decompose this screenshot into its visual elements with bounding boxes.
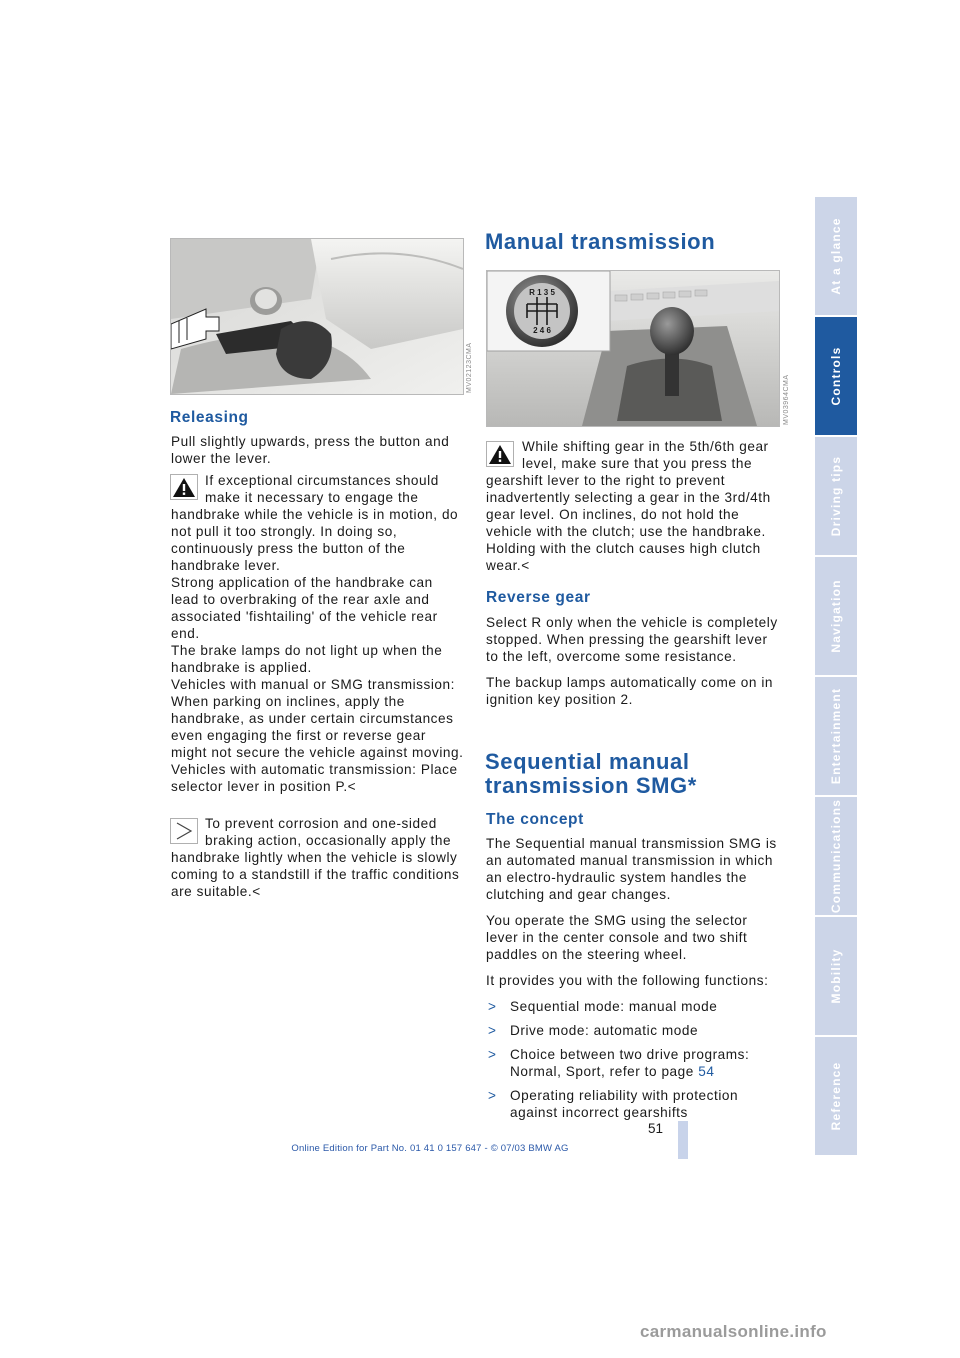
gearshift-illustration [487, 271, 779, 426]
chapter-tabs [815, 197, 857, 1157]
handbrake-illustration [171, 239, 463, 394]
releasing-heading: Releasing [170, 409, 249, 426]
list-item: > Choice between two drive programs: Normal, Sport, refer to page 54 [488, 1047, 750, 1079]
gearshift-warning-text: While shifting gear in the 5th/6th gear level, make sure that you press the gearshift lever to the right to prevent inadvertently selecting a gear in the 3rd/4th gear level. On inclines, do not hold the vehicle with the clutch; use the handbrake. Holding with the clutch causes high clutch wear. [486, 439, 771, 573]
image-code-right: MV03964CMA [783, 374, 790, 425]
gearshift-photo [486, 270, 780, 427]
handbrake-warning-block [171, 472, 464, 795]
tab-controls[interactable]: Controls [815, 317, 857, 437]
concept-heading: The concept [486, 811, 584, 828]
footer-text: Online Edition for Part No. 01 41 0 157 647 - © 07/03 BMW AG [291, 1143, 569, 1154]
smg-heading: Sequential manual transmission SMG* [485, 749, 697, 798]
concept-paragraph-1: The Sequential manual transmission SMG is an automated manual transmission in which an electro-hydraulic system handles the clutching and gear changes. [486, 836, 777, 902]
tab-at-a-glance[interactable]: At a glance [815, 197, 857, 317]
warning-text-manual-smg: Vehicles with manual or SMG transmission: When parking on inclines, apply the handbrake, as under certain circumstances even engaging the first or reverse gear might not secure the vehicle against moving. [171, 677, 464, 760]
note-end-mark: < [252, 884, 261, 899]
list-item: > Sequential mode: manual mode [488, 999, 718, 1014]
warning-text-overbraking: Strong application of the handbrake can lead to overbraking of the rear axle and associated 'fishtailing' of the vehicle rear end. [171, 575, 438, 641]
page-number: 51 [648, 1121, 664, 1136]
knob-top-label: R 1 3 5 [529, 288, 555, 297]
reverse-gear-heading: Reverse gear [486, 589, 591, 606]
warning-text-brake-lamps: The brake lamps do not light up when the handbrake is applied. [171, 643, 443, 675]
page-reference-link[interactable]: 54 [698, 1064, 715, 1079]
image-code-left: MV02123CMA [466, 342, 473, 393]
tab-driving-tips[interactable]: Driving tips [815, 437, 857, 557]
warning-text-automatic: Vehicles with automatic transmission: Place selector lever in position P. [171, 762, 458, 794]
reverse-gear-paragraph-1: Select R only when the vehicle is completely stopped. When pressing the gearshift lever to the left, overcome some resistance. [486, 615, 778, 664]
concept-paragraph-2: You operate the SMG using the selector lever in the center console and two shift paddles on the steering wheel. [486, 913, 748, 962]
watermark: carmanualsonline.info [640, 1322, 827, 1341]
tab-navigation[interactable]: Navigation [815, 557, 857, 677]
reverse-gear-paragraph-2: The backup lamps automatically come on in ignition key position 2. [486, 675, 774, 707]
handbrake-photo [170, 238, 464, 395]
note-text: To prevent corrosion and one-sided braking action, occasionally apply the handbrake lightly when the vehicle is slowly coming to a standstill if the traffic conditions are suitable. [171, 816, 460, 899]
tab-reference[interactable]: Reference [815, 1037, 857, 1157]
releasing-paragraph: Pull slightly upwards, press the button and lower the lever. [171, 434, 450, 466]
tab-mobility[interactable]: Mobility [815, 917, 857, 1037]
gearshift-end-mark: < [521, 558, 530, 573]
concept-paragraph-3: It provides you with the following functions: [486, 973, 769, 988]
end-mark: < [347, 779, 357, 794]
manual-transmission-heading: Manual transmission [485, 229, 716, 254]
tab-communications[interactable]: Communications [815, 797, 857, 917]
smg-function-list [486, 998, 779, 1121]
knob-bottom-label: 2 4 6 [533, 326, 551, 335]
tab-entertainment[interactable]: Entertainment [815, 677, 857, 797]
list-item: > Drive mode: automatic mode [488, 1023, 699, 1038]
warning-text: If exceptional circumstances should make it necessary to engage the handbrake while the vehicle is in motion, do not pull it too strongly. In doing so, continuously press the button of the handbrake lever. [171, 473, 459, 573]
list-item: > Operating reliability with protection against incorrect gearshifts [488, 1088, 739, 1120]
